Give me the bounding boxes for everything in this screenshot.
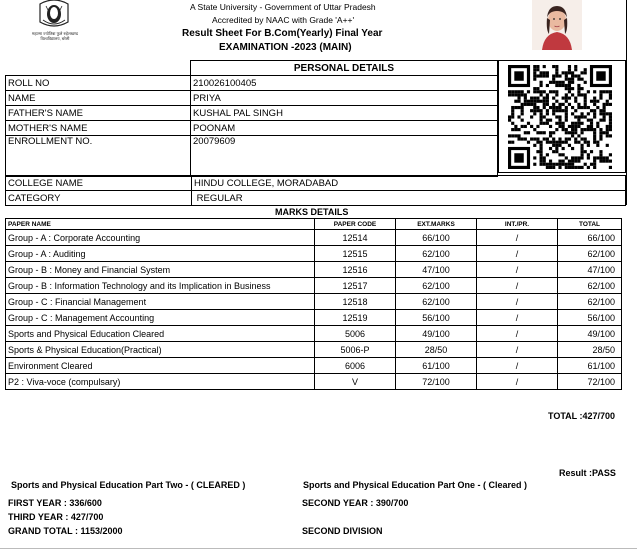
table-row bbox=[6, 106, 498, 121]
division: SECOND DIVISION bbox=[302, 526, 383, 536]
ext-marks-cell: 28/50 bbox=[396, 342, 477, 358]
paper-name-cell: Sports and Physical Education Cleared bbox=[6, 326, 315, 342]
table-row bbox=[6, 262, 622, 278]
qr-code bbox=[508, 65, 612, 169]
name-label: NAME bbox=[6, 91, 191, 106]
bottom-divider bbox=[0, 548, 637, 549]
paper-code-cell: 6006 bbox=[315, 358, 396, 374]
int-pr-cell: / bbox=[477, 342, 558, 358]
ext-marks-cell: 66/100 bbox=[396, 230, 477, 246]
paper-code-cell: 12518 bbox=[315, 294, 396, 310]
total-cell: 61/100 bbox=[558, 358, 622, 374]
college-details-table bbox=[5, 175, 626, 206]
table-row bbox=[6, 136, 498, 177]
result-status: Result :PASS bbox=[559, 468, 616, 478]
second-year-marks: SECOND YEAR : 390/700 bbox=[302, 498, 409, 508]
paper-code-cell: 12516 bbox=[315, 262, 396, 278]
paper-code-cell: 5006 bbox=[315, 326, 396, 342]
int-pr-cell: / bbox=[477, 358, 558, 374]
int-pr-cell: / bbox=[477, 246, 558, 262]
category-text: REGULAR bbox=[196, 192, 243, 204]
frame-line bbox=[626, 0, 627, 205]
ext-marks-cell: 62/100 bbox=[396, 246, 477, 262]
mother-name-label: MOTHER'S NAME bbox=[6, 121, 191, 136]
ext-marks-cell: 56/100 bbox=[396, 310, 477, 326]
paper-code-header: PAPER CODE bbox=[315, 219, 396, 230]
examination-title: EXAMINATION -2023 (MAIN) bbox=[219, 42, 352, 53]
int-pr-cell: / bbox=[477, 310, 558, 326]
category-label: CATEGORY bbox=[6, 191, 192, 206]
paper-name-cell: Sports & Physical Education(Practical) bbox=[6, 342, 315, 358]
total-cell: 66/100 bbox=[558, 230, 622, 246]
result-sheet-title: Result Sheet For B.Com(Yearly) Final Year bbox=[182, 28, 383, 39]
int-pr-cell: / bbox=[477, 262, 558, 278]
table-row bbox=[6, 246, 622, 262]
logo-caption: महात्मा ज्योतिबा फुले रुहेलखण्ड विश्वविद्यालय, बरेली bbox=[31, 31, 79, 41]
personal-details-table bbox=[5, 60, 498, 177]
third-year-marks: THIRD YEAR : 427/700 bbox=[8, 512, 104, 522]
mother-name-value: POONAM bbox=[191, 121, 498, 136]
paper-name-cell: Group - C : Management Accounting bbox=[6, 310, 315, 326]
paper-code-cell: 5006-P bbox=[315, 342, 396, 358]
int-pr-cell: / bbox=[477, 278, 558, 294]
table-row bbox=[6, 326, 622, 342]
paper-name-cell: Group - B : Money and Financial System bbox=[6, 262, 315, 278]
int-pr-header: INT./PR. bbox=[477, 219, 558, 230]
paper-name-cell: Group - C : Financial Management bbox=[6, 294, 315, 310]
paper-name-cell: P2 : Viva-voce (compulsary) bbox=[6, 374, 315, 390]
name-value: PRIYA bbox=[191, 91, 498, 106]
total-cell: 56/100 bbox=[558, 310, 622, 326]
total-cell: 28/50 bbox=[558, 342, 622, 358]
father-name-label: FATHER'S NAME bbox=[6, 106, 191, 121]
paper-name-cell: Group - B : Information Technology and its Implication in Business bbox=[6, 278, 315, 294]
paper-name-cell: Group - A : Auditing bbox=[6, 246, 315, 262]
table-row bbox=[6, 358, 622, 374]
table-row bbox=[6, 91, 498, 106]
college-name-value: HINDU COLLEGE, MORADABAD bbox=[192, 176, 626, 191]
paper-code-cell: 12514 bbox=[315, 230, 396, 246]
paper-code-cell: V bbox=[315, 374, 396, 390]
paper-name-cell: Environment Cleared bbox=[6, 358, 315, 374]
paper-code-cell: 12517 bbox=[315, 278, 396, 294]
paper-code-cell: 12519 bbox=[315, 310, 396, 326]
total-header: TOTAL bbox=[558, 219, 622, 230]
total-marks: TOTAL :427/700 bbox=[548, 411, 616, 421]
ext-marks-cell: 49/100 bbox=[396, 326, 477, 342]
table-row bbox=[6, 191, 626, 206]
int-pr-cell: / bbox=[477, 230, 558, 246]
int-pr-cell: / bbox=[477, 374, 558, 390]
table-row bbox=[6, 230, 622, 246]
table-row bbox=[6, 121, 498, 136]
ext-marks-cell: 72/100 bbox=[396, 374, 477, 390]
father-name-value: KUSHAL PAL SINGH bbox=[191, 106, 498, 121]
table-row bbox=[6, 76, 498, 91]
table-row bbox=[6, 374, 622, 390]
table-row bbox=[6, 278, 622, 294]
marks-details-title: MARKS DETAILS bbox=[275, 207, 349, 217]
roll-no-value: 210026100405 bbox=[191, 76, 498, 91]
table-row bbox=[6, 342, 622, 358]
ext-marks-cell: 62/100 bbox=[396, 278, 477, 294]
roll-no-label: ROLL NO bbox=[6, 76, 191, 91]
category-value bbox=[192, 191, 626, 206]
table-row bbox=[6, 310, 622, 326]
table-row bbox=[6, 294, 622, 310]
grand-total: GRAND TOTAL : 1153/2000 bbox=[8, 526, 123, 536]
total-cell: 47/100 bbox=[558, 262, 622, 278]
total-cell: 49/100 bbox=[558, 326, 622, 342]
enrollment-no-label: ENROLLMENT NO. bbox=[6, 136, 191, 177]
ext-marks-header: EXT.MARKS bbox=[396, 219, 477, 230]
paper-name-header: PAPER NAME bbox=[6, 219, 315, 230]
table-row bbox=[6, 176, 626, 191]
ext-marks-cell: 47/100 bbox=[396, 262, 477, 278]
total-cell: 72/100 bbox=[558, 374, 622, 390]
int-pr-cell: / bbox=[477, 326, 558, 342]
paper-name-cell: Group - A : Corporate Accounting bbox=[6, 230, 315, 246]
marks-header-row bbox=[6, 219, 622, 230]
student-photo bbox=[532, 0, 582, 50]
enrollment-no-value: 20079609 bbox=[191, 136, 498, 177]
ext-marks-cell: 62/100 bbox=[396, 294, 477, 310]
sports-part-two: Sports and Physical Education Part Two - ( CLEARED ) bbox=[11, 480, 246, 490]
total-cell: 62/100 bbox=[558, 294, 622, 310]
paper-code-cell: 12515 bbox=[315, 246, 396, 262]
header-line-2: Accredited by NAAC with Grade 'A++' bbox=[212, 15, 355, 25]
int-pr-cell: / bbox=[477, 294, 558, 310]
personal-details-title: PERSONAL DETAILS bbox=[191, 61, 498, 76]
ext-marks-cell: 61/100 bbox=[396, 358, 477, 374]
total-cell: 62/100 bbox=[558, 278, 622, 294]
college-name-label: COLLEGE NAME bbox=[6, 176, 192, 191]
first-year-marks: FIRST YEAR : 336/600 bbox=[8, 498, 102, 508]
total-cell: 62/100 bbox=[558, 246, 622, 262]
header-line-1: A State University - Government of Uttar Pradesh bbox=[190, 2, 376, 12]
sports-part-one: Sports and Physical Education Part One - ( Cleared ) bbox=[303, 480, 528, 490]
marks-table bbox=[5, 218, 622, 390]
